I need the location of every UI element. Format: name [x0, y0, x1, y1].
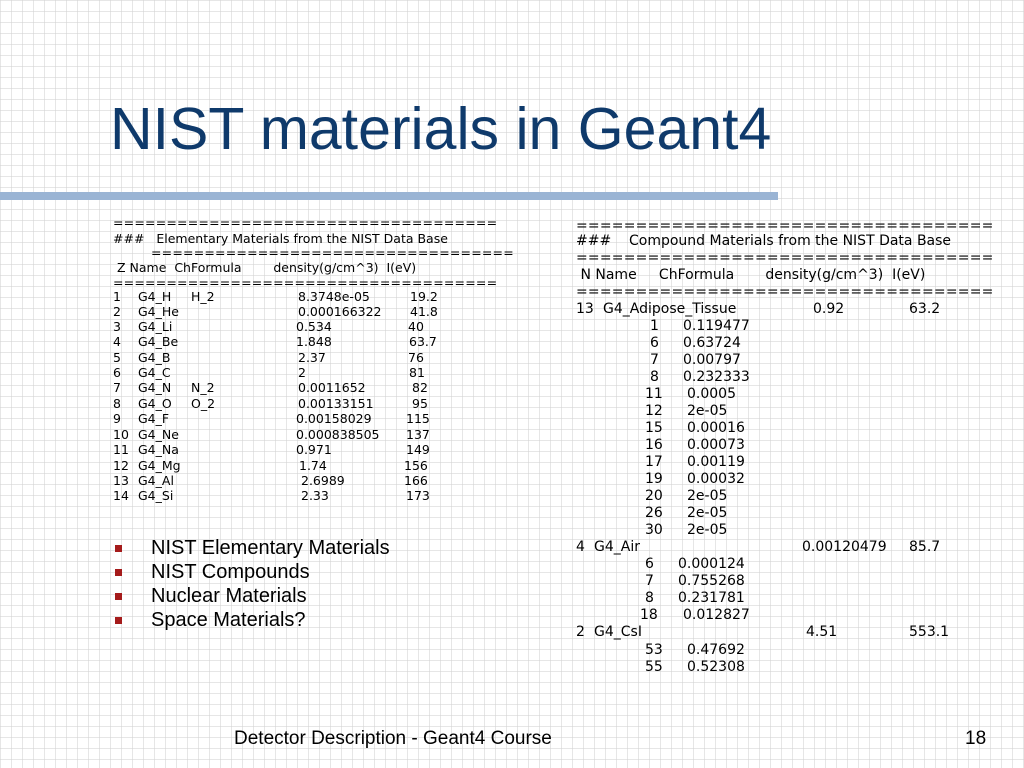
separator-line: =================================== [576, 250, 994, 266]
element-z: 3 [113, 319, 121, 334]
component-fraction: 0.63724 [683, 335, 741, 351]
element-ionisation: 149 [406, 442, 430, 457]
element-name: G4_N [138, 380, 172, 395]
separator-line: ==================================== [113, 275, 498, 290]
bullet-square-icon [115, 617, 122, 624]
slide-title: NIST materials in Geant4 [110, 96, 772, 162]
list-item [113, 537, 390, 561]
compound-density: 0.00120479 [802, 539, 887, 555]
element-ionisation: 76 [408, 350, 424, 365]
element-name: G4_Li [138, 319, 173, 334]
element-density: 8.3748e-05 [298, 289, 370, 304]
compound-name: G4_CsI [594, 624, 642, 640]
compound-n: 4 [576, 539, 585, 555]
compound-ionisation: 553.1 [909, 624, 950, 640]
element-density: 0.0011652 [298, 380, 366, 395]
element-density: 2.37 [298, 350, 326, 365]
element-z: 14 [113, 488, 129, 503]
element-z: 5 [113, 350, 121, 365]
component-z: 12 [645, 403, 663, 419]
element-z: 13 [113, 473, 129, 488]
compound-ionisation: 85.7 [909, 539, 941, 555]
element-name: G4_Be [138, 334, 179, 349]
slide-footer: Detector Description - Geant4 Course [234, 728, 552, 749]
element-density: 0.00158029 [296, 411, 372, 426]
element-density: 1.74 [299, 458, 327, 473]
bullet-square-icon [115, 545, 122, 552]
component-z: 6 [645, 556, 654, 572]
component-z: 8 [645, 590, 654, 606]
element-formula: O_2 [191, 396, 216, 411]
component-fraction: 0.755268 [678, 573, 745, 589]
element-name: G4_F [138, 411, 170, 426]
element-z: 4 [113, 334, 121, 349]
component-z: 7 [645, 573, 654, 589]
component-fraction: 0.47692 [687, 642, 745, 658]
component-fraction: 2e-05 [687, 522, 728, 538]
bullet-square-icon [115, 569, 122, 576]
element-z: 7 [113, 380, 121, 395]
element-ionisation: 19.2 [410, 289, 438, 304]
compound-n: 2 [576, 624, 585, 640]
element-name: G4_Mg [138, 458, 181, 473]
component-z: 20 [645, 488, 663, 504]
title-underline-bar [0, 192, 778, 200]
element-density: 0.971 [296, 442, 332, 457]
element-ionisation: 115 [406, 411, 430, 426]
component-fraction: 0.000124 [678, 556, 745, 572]
component-fraction: 0.0005 [687, 386, 736, 402]
elementary-columns-line: Z Name ChFormula density(g/cm^3) I(eV) [113, 260, 417, 275]
separator-line: =================================== [576, 284, 994, 300]
component-fraction: 2e-05 [687, 505, 728, 521]
component-z: 8 [650, 369, 659, 385]
element-density: 1.848 [296, 334, 332, 349]
element-formula: N_2 [191, 380, 215, 395]
element-ionisation: 81 [409, 365, 425, 380]
element-name: G4_H [138, 289, 172, 304]
bullet-text: NIST Elementary Materials [151, 537, 390, 559]
separator-line: ================================== [151, 245, 514, 260]
element-name: G4_Ne [138, 427, 179, 442]
list-item [113, 561, 390, 585]
compound-density: 0.92 [813, 301, 845, 317]
component-z: 26 [645, 505, 663, 521]
component-z: 55 [645, 659, 663, 675]
component-z: 18 [640, 607, 658, 623]
element-formula: H_2 [191, 289, 215, 304]
element-density: 0.000166322 [298, 304, 382, 319]
component-z: 6 [650, 335, 659, 351]
component-fraction: 0.232333 [683, 369, 750, 385]
element-name: G4_C [138, 365, 171, 380]
component-fraction: 0.231781 [678, 590, 745, 606]
bullet-text: Nuclear Materials [151, 585, 307, 607]
component-fraction: 0.00032 [687, 471, 745, 487]
list-item [113, 609, 390, 633]
element-z: 12 [113, 458, 129, 473]
element-ionisation: 173 [406, 488, 430, 503]
component-z: 16 [645, 437, 663, 453]
element-name: G4_Si [138, 488, 174, 503]
component-fraction: 0.00016 [687, 420, 745, 436]
component-fraction: 2e-05 [687, 403, 728, 419]
element-name: G4_B [138, 350, 171, 365]
element-ionisation: 137 [406, 427, 430, 442]
element-ionisation: 95 [412, 396, 428, 411]
element-ionisation: 156 [404, 458, 428, 473]
page-number: 18 [965, 728, 987, 749]
component-fraction: 0.52308 [687, 659, 745, 675]
element-z: 11 [113, 442, 129, 457]
compound-header-line: ### Compound Materials from the NIST Data Base [576, 233, 952, 249]
list-item [113, 585, 390, 609]
element-name: G4_Al [138, 473, 174, 488]
element-density: 0.534 [296, 319, 332, 334]
component-z: 30 [645, 522, 663, 538]
compound-columns-line: N Name ChFormula density(g/cm^3) I(eV) [576, 267, 926, 283]
compound-n: 13 [576, 301, 594, 317]
compound-density: 4.51 [806, 624, 838, 640]
element-z: 6 [113, 365, 121, 380]
component-z: 1 [650, 318, 659, 334]
component-fraction: 0.119477 [683, 318, 750, 334]
component-z: 19 [645, 471, 663, 487]
component-fraction: 0.00073 [687, 437, 745, 453]
component-z: 15 [645, 420, 663, 436]
component-fraction: 0.00119 [687, 454, 745, 470]
element-density: 0.00133151 [298, 396, 374, 411]
element-ionisation: 41.8 [410, 304, 438, 319]
component-fraction: 2e-05 [687, 488, 728, 504]
element-density: 2.33 [301, 488, 329, 503]
element-ionisation: 82 [412, 380, 428, 395]
component-fraction: 0.00797 [683, 352, 741, 368]
elementary-header-line: ### Elementary Materials from the NIST Data Base [113, 231, 448, 246]
element-name: G4_Na [138, 442, 179, 457]
compound-name: G4_Adipose_Tissue [603, 301, 737, 317]
separator-line: ==================================== [113, 215, 498, 230]
component-z: 53 [645, 642, 663, 658]
element-density: 2.6989 [301, 473, 345, 488]
compound-ionisation: 63.2 [909, 301, 941, 317]
component-z: 17 [645, 454, 663, 470]
separator-line: =================================== [576, 218, 994, 234]
element-z: 9 [113, 411, 121, 426]
element-ionisation: 166 [404, 473, 428, 488]
element-density: 0.000838505 [296, 427, 380, 442]
element-z: 8 [113, 396, 121, 411]
element-z: 2 [113, 304, 121, 319]
element-name: G4_He [138, 304, 179, 319]
component-z: 7 [650, 352, 659, 368]
bullet-square-icon [115, 593, 122, 600]
compound-name: G4_Air [594, 539, 640, 555]
bullet-text: NIST Compounds [151, 561, 310, 583]
element-name: G4_O [138, 396, 172, 411]
element-z: 1 [113, 289, 121, 304]
element-density: 2 [298, 365, 306, 380]
element-z: 10 [113, 427, 129, 442]
component-z: 11 [645, 386, 663, 402]
element-ionisation: 63.7 [409, 334, 437, 349]
bullet-list [113, 537, 390, 633]
element-ionisation: 40 [408, 319, 424, 334]
component-fraction: 0.012827 [683, 607, 750, 623]
bullet-text: Space Materials? [151, 609, 306, 631]
